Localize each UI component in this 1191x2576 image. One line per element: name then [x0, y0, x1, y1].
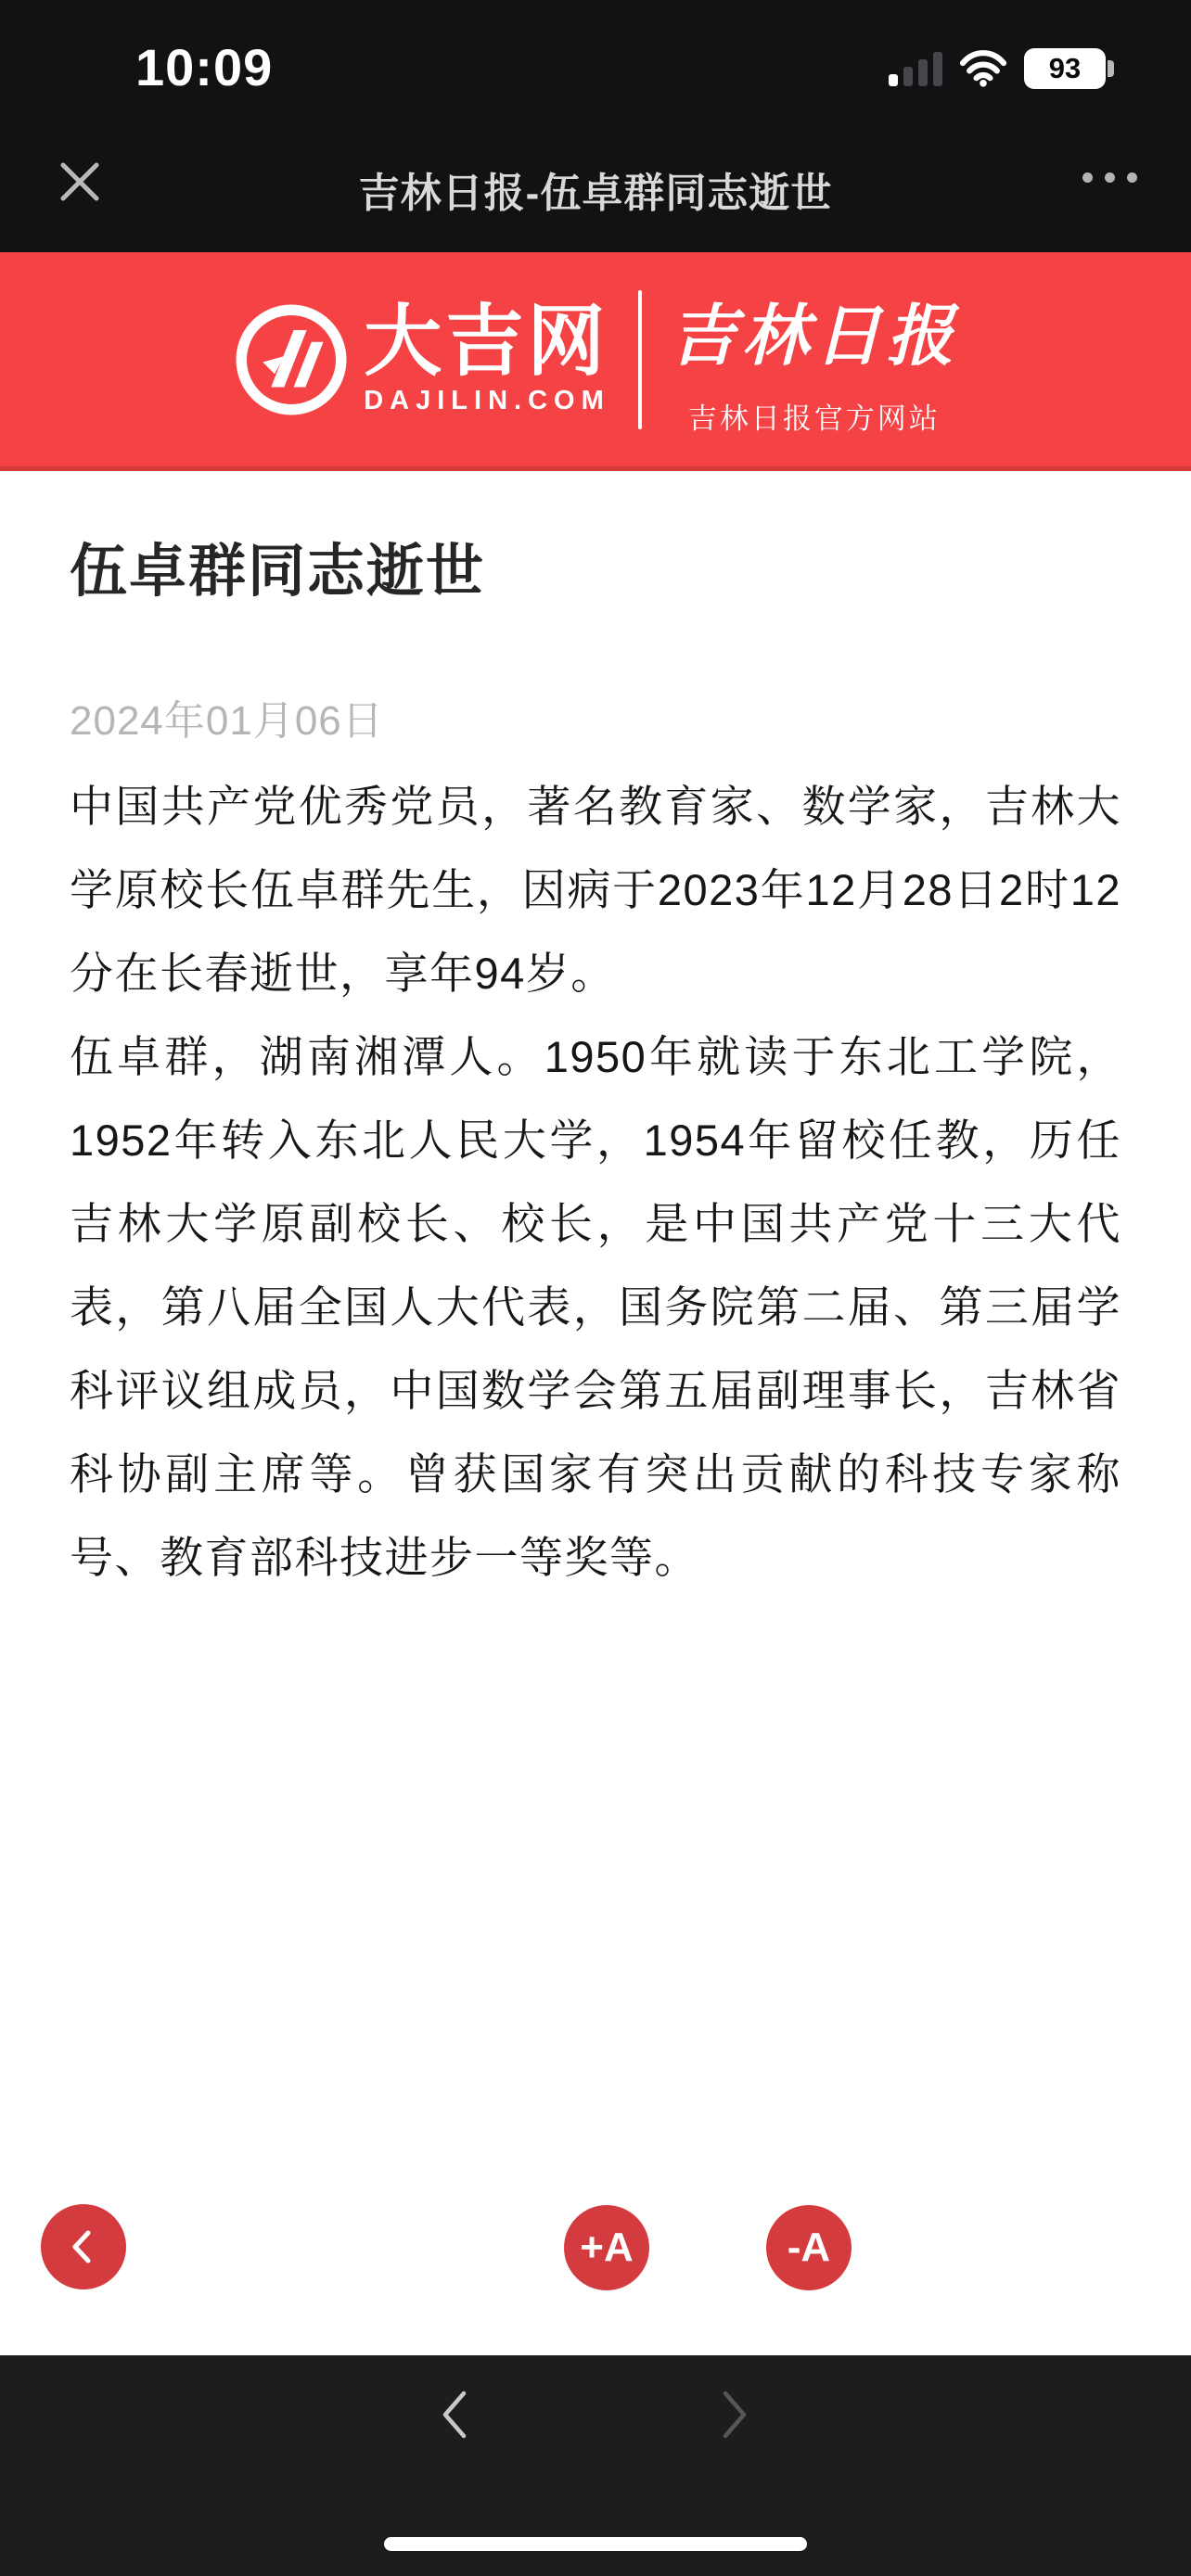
article-container: [0, 471, 1191, 1600]
site-banner[interactable]: [0, 252, 1191, 471]
font-decrease-button[interactable]: -A: [766, 2205, 852, 2290]
more-menu-icon[interactable]: [1082, 172, 1137, 183]
chevron-left-icon: [59, 2223, 108, 2271]
article-body: [70, 765, 1121, 1600]
cellular-signal-icon: [889, 51, 942, 86]
site-name: 大吉网: [364, 298, 609, 385]
banner-divider: [638, 290, 642, 429]
status-icons: [889, 46, 1106, 91]
site-domain: DAJILIN.COM: [364, 386, 610, 415]
browser-nav-bar: [0, 148, 1191, 252]
article-paragraph: 伍卓群，湖南湘潭人。1950年就读于东北工学院，1952年转入东北人民大学，1954年留校任教，历任吉林大学原副校长、校长，是中国共产党十三大代表，第八届全国人大代表，国务院第二届、第三届学科评议组成员，中国数学会第五届副理事长，吉林省科协副主席等。曾获国家有突出贡献的科技专家称号、教育部科技进步一等奖等。: [70, 1032, 1121, 1582]
battery-percent: 93: [1048, 52, 1082, 84]
paper-tagline: 吉林日报官方网站: [687, 402, 941, 435]
wifi-icon: [959, 50, 1007, 87]
dajilin-brand: [232, 300, 610, 419]
clock: 10:09: [135, 38, 274, 96]
paper-name-calligraphy: 吉林日报: [669, 300, 959, 374]
status-and-nav-header: [0, 0, 1191, 252]
back-button[interactable]: [41, 2204, 126, 2289]
article-date: 2024年01月06日: [70, 698, 384, 744]
battery-icon: [1024, 48, 1106, 89]
article-title: 伍卓群同志逝世: [70, 540, 486, 604]
history-forward-icon[interactable]: [707, 2389, 759, 2441]
history-back-icon[interactable]: [430, 2389, 482, 2441]
article-paragraph: 中国共产党优秀党员，著名教育家、数学家，吉林大学原校长伍卓群先生，因病于2023年12月28日2时12分在长春逝世，享年94岁。: [70, 782, 1121, 998]
page-title: 吉林日报-伍卓群同志逝世: [358, 171, 833, 216]
dajilin-logo-icon: [232, 300, 351, 419]
font-increase-button[interactable]: +A: [564, 2205, 649, 2290]
jilin-daily-brand: [670, 282, 959, 437]
home-indicator[interactable]: [384, 2537, 807, 2551]
